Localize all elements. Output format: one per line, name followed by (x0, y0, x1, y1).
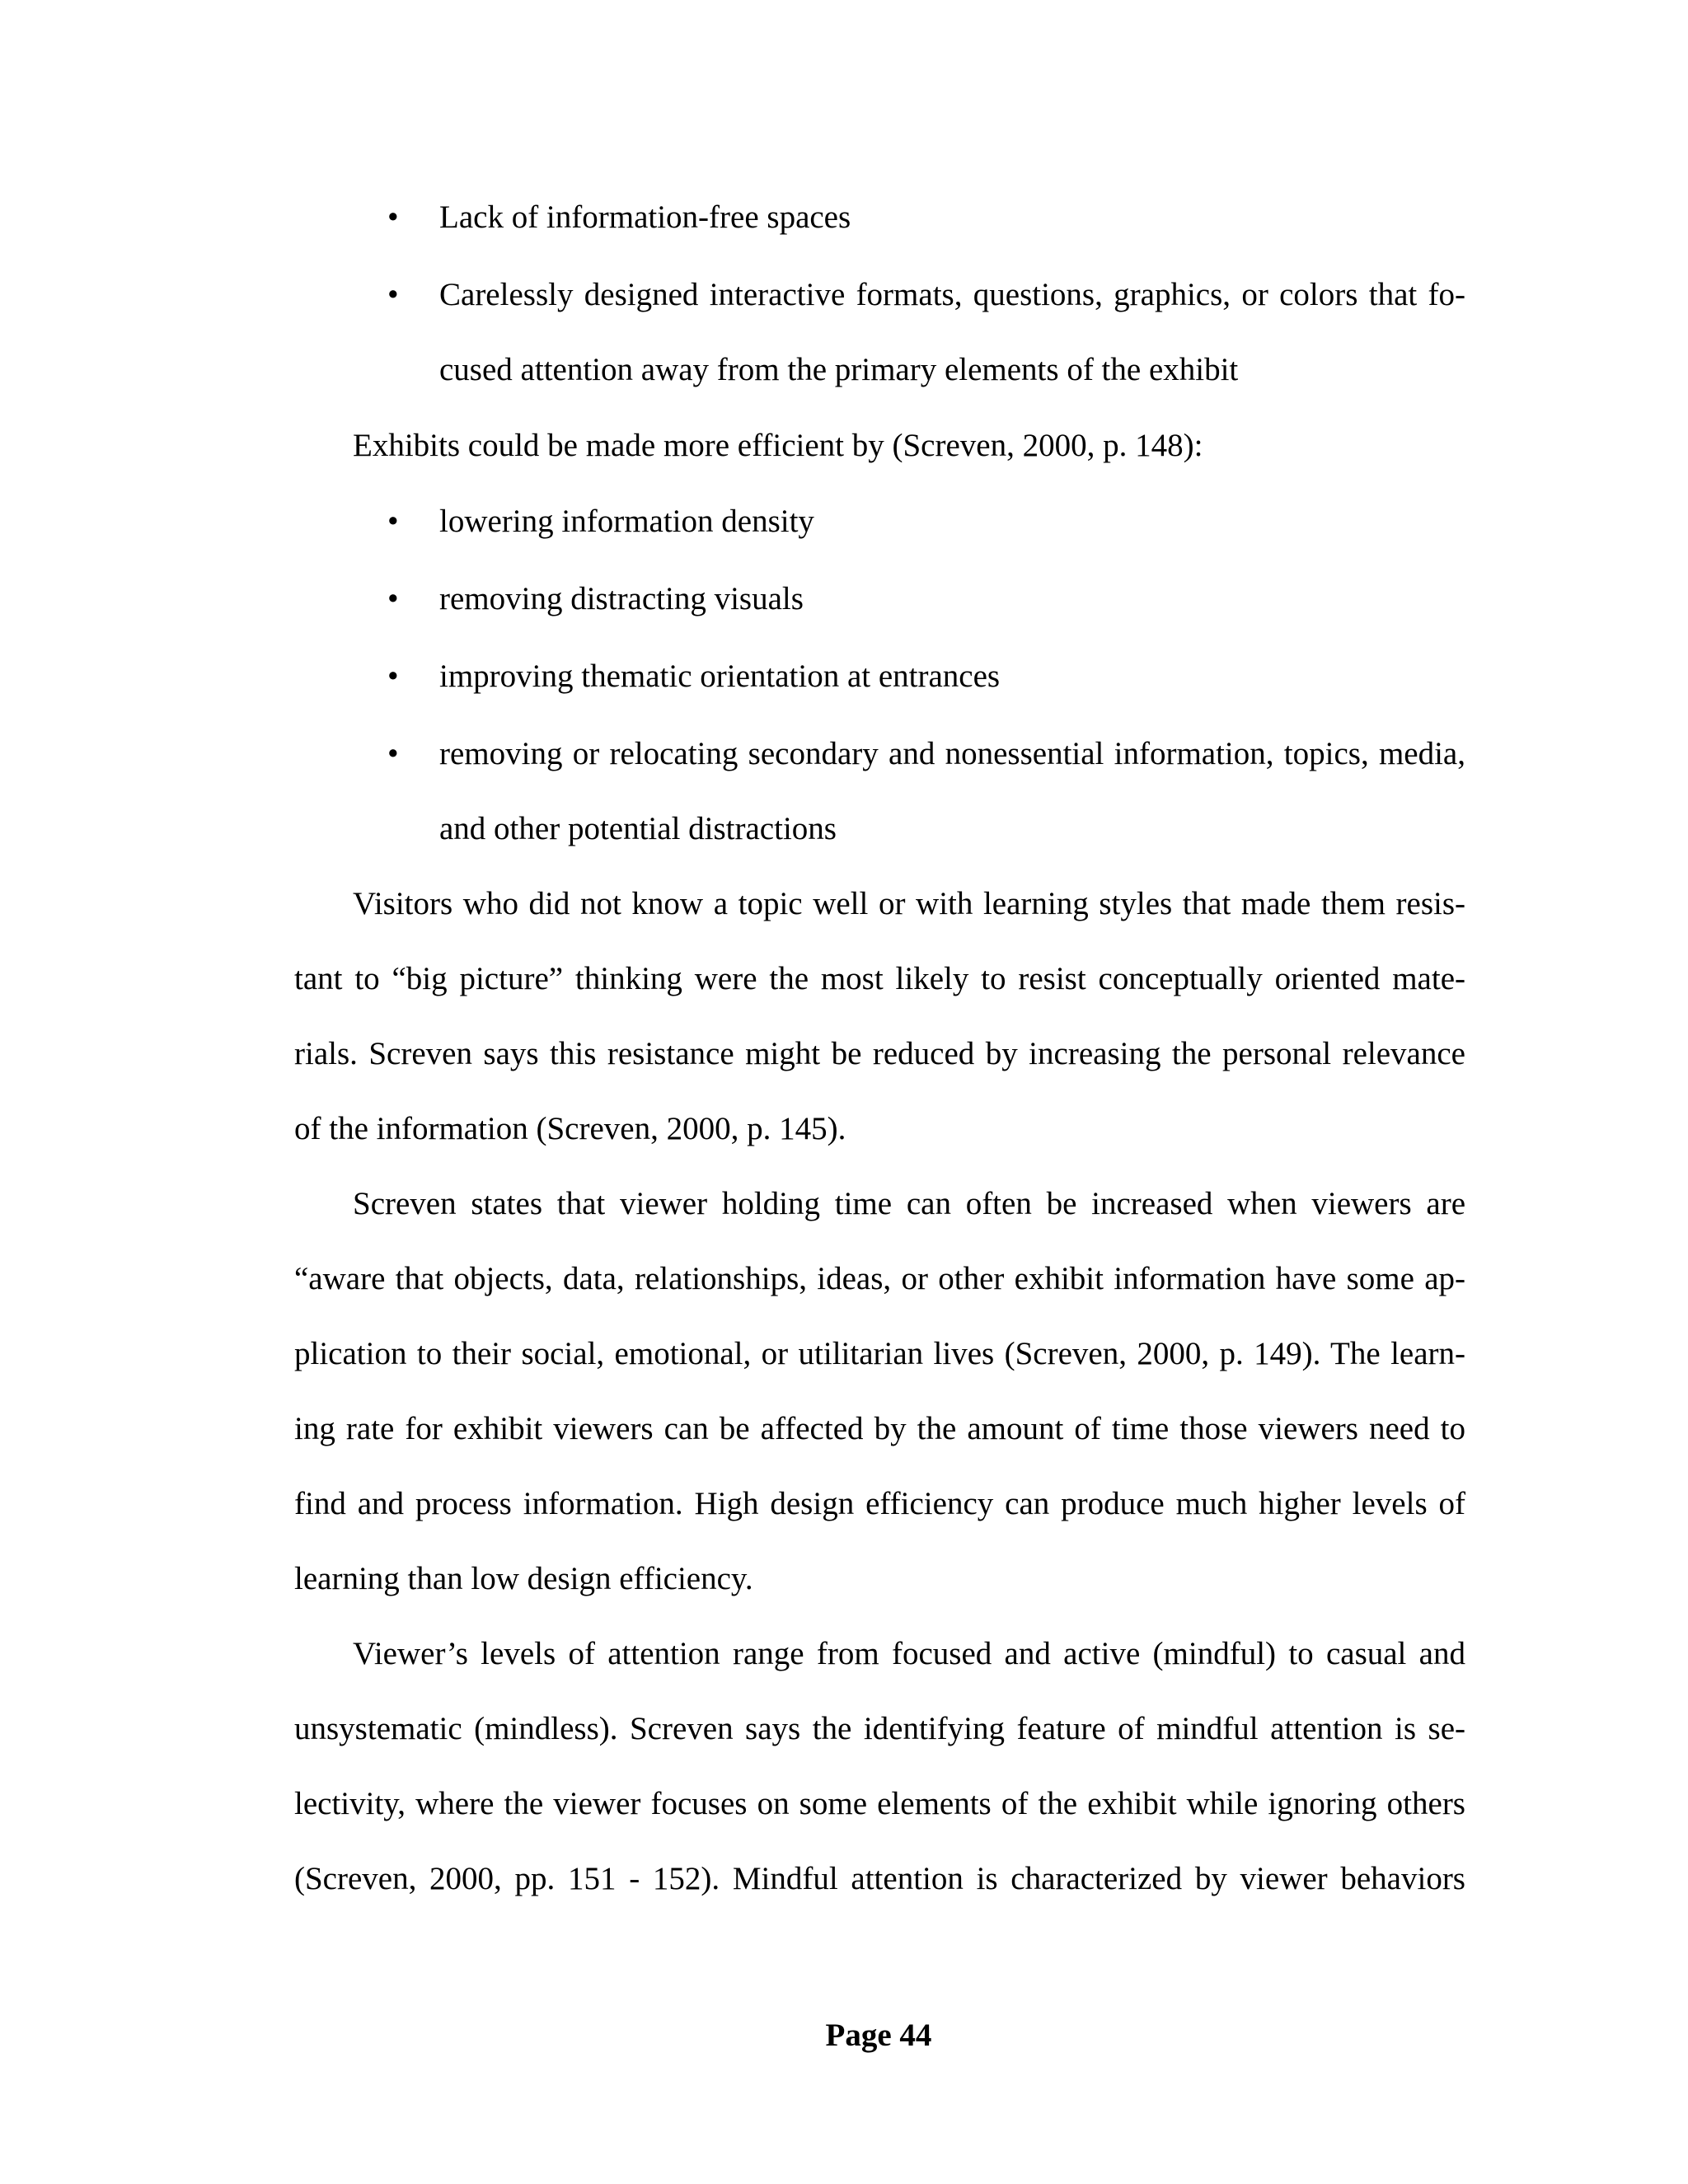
bullet-icon: • (387, 199, 399, 235)
paragraph-line: learning than low design efficiency. (294, 1561, 753, 1596)
page-footer (0, 2016, 1688, 2055)
list-item-continuation: and other potential distractions (439, 811, 837, 846)
list-item: Lack of information-free spaces (439, 199, 851, 235)
paragraph-line: Viewer’s levels of attention range from focused and active (mindful) to casual and (353, 1636, 1465, 1671)
paragraph-line: ing rate for exhibit viewers can be affected by the amount of time those viewers need to (294, 1411, 1465, 1446)
list-item: lowering information density (439, 504, 814, 539)
list-item-continuation: cused attention away from the primary elements of the exhibit (439, 352, 1239, 387)
paragraph-line: of the information (Screven, 2000, p. 145). (294, 1111, 846, 1146)
paragraph-line: rials. Screven says this resistance might be reduced by increasing the personal relevance (294, 1036, 1465, 1071)
paragraph-line: lectivity, where the viewer focuses on some elements of the exhibit while ignoring others (294, 1786, 1465, 1821)
bullet-icon: • (387, 277, 399, 312)
list-item: improving thematic orientation at entrances (439, 658, 1001, 694)
list-intro: Exhibits could be made more efficient by (Screven, 2000, p. 148): (353, 428, 1203, 463)
paragraph-line: unsystematic (mindless). Screven says the identifying feature of mindful attention is se- (294, 1711, 1465, 1746)
paragraph-line: find and process information. High design efficiency can produce much higher levels of (294, 1486, 1465, 1521)
paragraph-line: Visitors who did not know a topic well or with learning styles that made them resis- (353, 886, 1465, 921)
bullet-icon: • (387, 658, 399, 694)
paragraph-line: plication to their social, emotional, or utilitarian lives (Screven, 2000, p. 149). The learn- (294, 1336, 1465, 1371)
paragraph-line: Screven states that viewer holding time can often be increased when viewers are (353, 1186, 1465, 1221)
list-item: removing or relocating secondary and nonessential information, topics, media, (439, 736, 1465, 771)
paragraph-line: tant to “big picture” thinking were the most likely to resist conceptually oriented mate- (294, 961, 1465, 996)
paragraph-line: “aware that objects, data, relationships, ideas, or other exhibit information have some ap- (294, 1261, 1465, 1296)
list-item: Carelessly designed interactive formats, questions, graphics, or colors that fo- (439, 277, 1465, 312)
page-number: Page 44 (825, 2018, 932, 2053)
list-item: removing distracting visuals (439, 581, 804, 616)
paragraph-line: (Screven, 2000, pp. 151 - 152). Mindful attention is characterized by viewer behaviors (294, 1861, 1465, 1896)
bullet-icon: • (387, 736, 399, 771)
bullet-icon: • (387, 581, 399, 616)
bullet-icon: • (387, 504, 399, 539)
